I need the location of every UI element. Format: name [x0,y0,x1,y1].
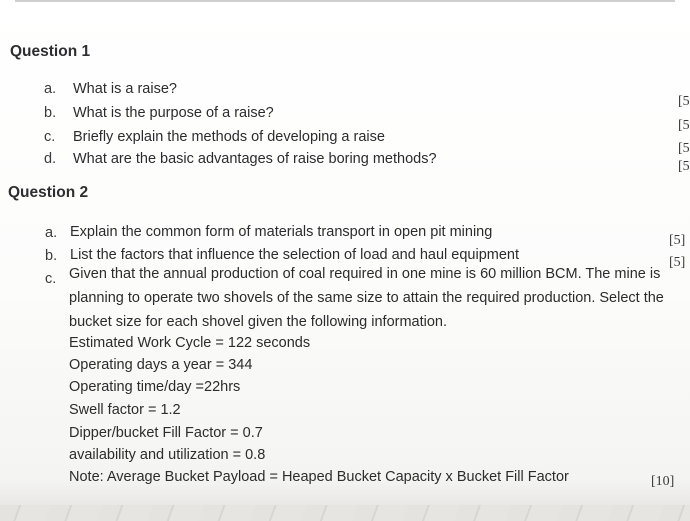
q1-item-d-mark: [5 [678,159,690,174]
q2-item-c-line-1-clip [69,266,690,288]
question-1-heading: Question 1 [10,43,91,60]
q2-item-a-text: Explain the common form of materials transport in open pit mining [70,224,493,240]
question-2-heading: Question 2 [8,184,89,201]
q2-item-a-letter: a. [45,225,58,241]
q2-item-c-line-2-clip [69,290,690,312]
q2-item-b-text: List the factors that influence the selection of load and haul equipment [70,247,519,263]
q1-item-a-text: What is a raise? [73,81,177,97]
q1-item-a-letter: a. [44,81,57,97]
q2-item-b-mark: [5] [669,255,686,270]
q2-item-c-letter: c. [45,271,57,287]
info-work-cycle: Estimated Work Cycle = 122 seconds [69,335,311,351]
q2-item-c-line-3: bucket size for each shovel given the following information. [69,314,448,330]
q1-item-b-mark: [5 [678,118,690,133]
q1-item-b-letter: b. [44,105,57,121]
q1-item-d-text: What are the basic advantages of raise boring methods? [73,151,437,167]
q1-item-a-mark: [5 [678,94,690,109]
q1-item-d-letter: d. [44,151,57,167]
top-rule [15,0,675,2]
q2-item-b-letter: b. [45,248,58,264]
info-operating-time: Operating time/day =22hrs [69,379,241,395]
q1-item-b-text: What is the purpose of a raise? [73,105,274,121]
info-availability: availability and utilization = 0.8 [69,447,266,463]
q2-item-c-mark: [10] [651,474,675,489]
info-note: Note: Average Bucket Payload = Heaped Bucket Capacity x Bucket Fill Factor [69,469,569,485]
info-fill-factor: Dipper/bucket Fill Factor = 0.7 [69,425,263,441]
q2-item-c-line-2: planning to operate two shovels of the same size to attain the required production. Select the [69,290,664,306]
q2-item-a-mark: [5] [669,233,686,248]
q1-item-c-letter: c. [44,129,56,145]
q1-item-c-text: Briefly explain the methods of developing a raise [73,129,385,145]
info-swell-factor: Swell factor = 1.2 [69,402,181,418]
info-operating-days: Operating days a year = 344 [69,357,253,373]
q2-item-c-line-1: Given that the annual production of coal required in one mine is 60 million BCM. The mine is [69,266,661,282]
q1-item-c-mark: [5 [678,141,690,156]
page-edge-shadow [0,505,690,521]
